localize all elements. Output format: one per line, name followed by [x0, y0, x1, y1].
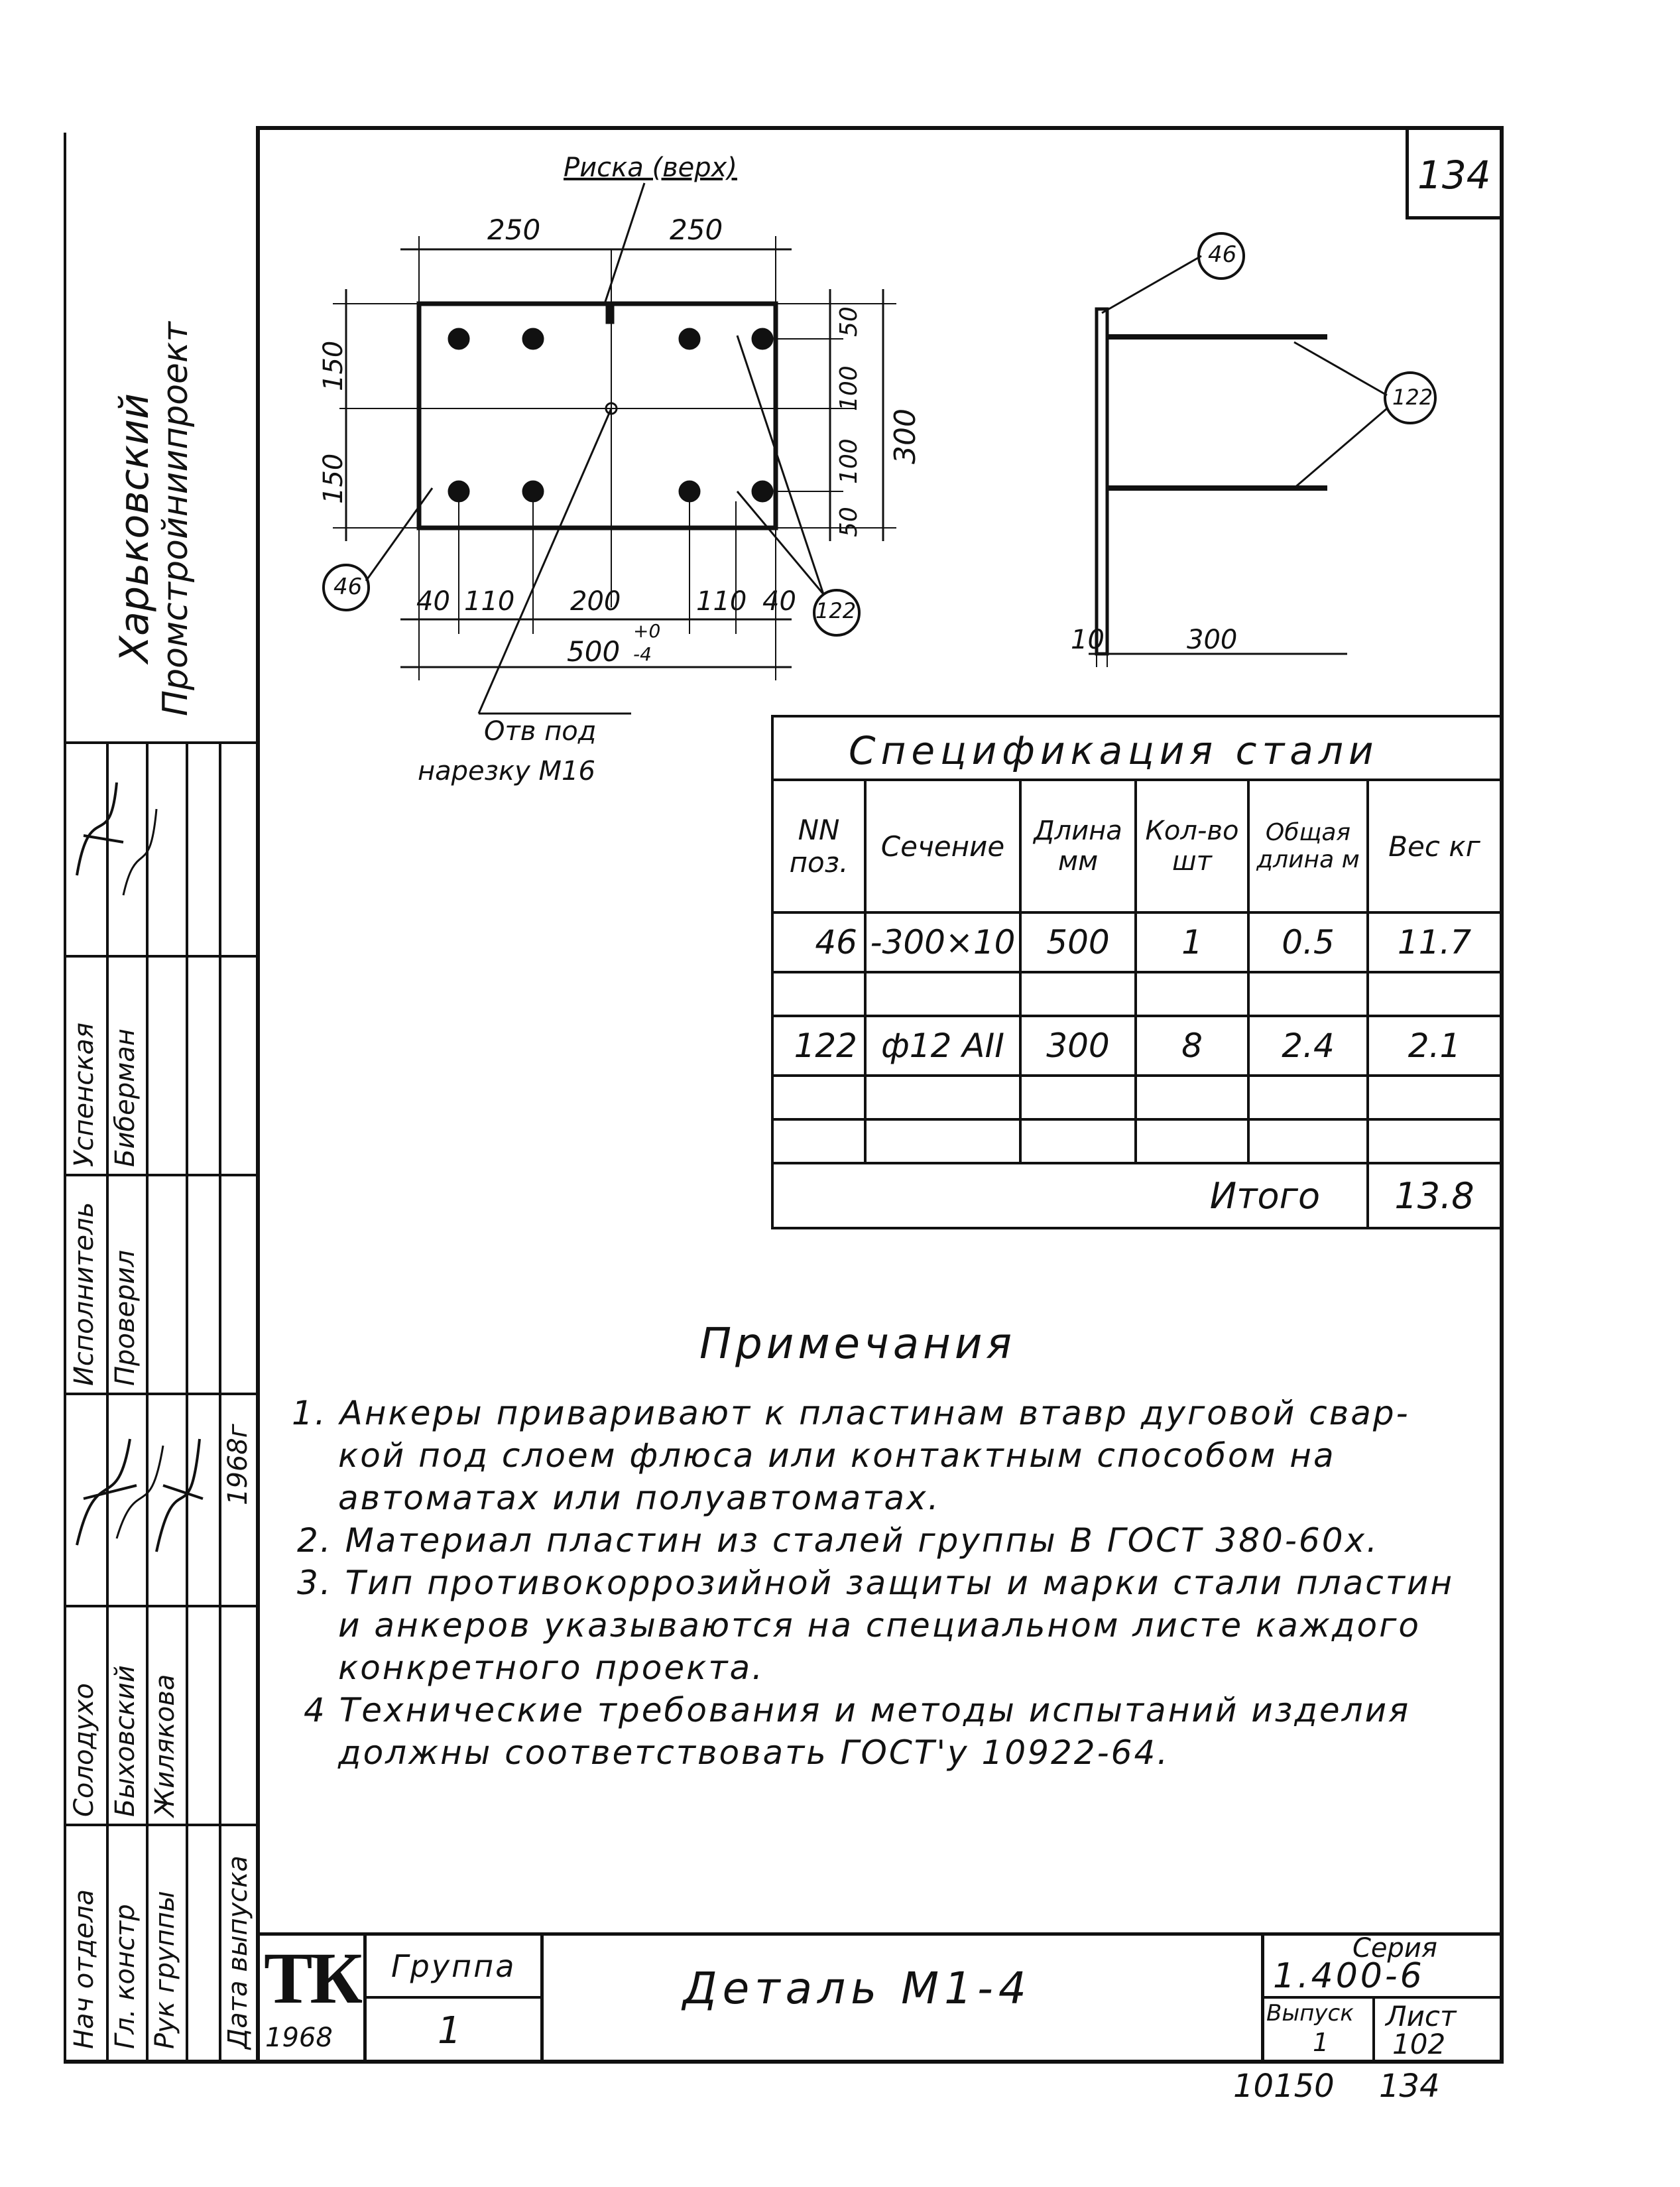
dim-bottom-4: 110 [696, 586, 747, 617]
dim-right-3: 100 [835, 438, 863, 484]
organization-line1: Харьковский [111, 393, 158, 663]
spec-cell: 1 [1136, 912, 1248, 972]
spec-row [772, 912, 1500, 972]
note-line-7: 4 Технические требования и методы испытаний изделия [304, 1691, 1411, 1729]
spec-cell: 300 [1020, 1016, 1136, 1076]
spec-cell: 11.7 [1368, 912, 1500, 972]
hole-label-2: нарезку М16 [418, 756, 595, 786]
organization-line2: Промстройниипроект [156, 322, 196, 716]
issue-value: 1 [1313, 2028, 1329, 2057]
spec-row-empty [772, 1119, 1500, 1163]
dim-bottom-2: 110 [464, 586, 515, 617]
spec-cell: -300×10 [865, 912, 1020, 972]
staff-role-1: Гл. констр [110, 1904, 141, 2049]
group-label: Группа [391, 1948, 516, 1984]
dim-right-total: 300 [888, 408, 922, 464]
risk-label: Риска (верх) [564, 153, 737, 183]
note-line-0: 1. Анкеры приваривают к пластинам втавр дуговой свар- [292, 1394, 1410, 1432]
spec-row-empty [772, 1076, 1500, 1119]
spec-table [771, 779, 1500, 1229]
series-value: 1.400-6 [1273, 1956, 1425, 1996]
sheet-value: 102 [1392, 2028, 1446, 2060]
release-date-label: Дата выпуска [223, 1855, 253, 2049]
spec-row-empty [772, 972, 1500, 1016]
titleblock-v-sheet [1372, 1996, 1375, 2061]
pos-plate-label: 46 [333, 574, 363, 600]
spec-total-value: 13.8 [1368, 1163, 1500, 1228]
tol-minus: -4 [633, 643, 652, 665]
titleblock-top [256, 1932, 1502, 1936]
side-dim-thk: 10 [1071, 625, 1105, 655]
drawing-title: Деталь М1-4 [683, 1963, 1032, 2014]
dim-right-2: 100 [835, 365, 863, 411]
dim-bottom-1: 40 [416, 586, 450, 617]
frame-bottom [64, 2060, 1504, 2064]
dim-right-1: 50 [835, 306, 863, 337]
staff-name-1: Быховский [110, 1665, 141, 1817]
pos-anchor-label: 122 [815, 598, 857, 623]
staff-name-4: Биберман [110, 1029, 141, 1167]
spec-cell: 2.4 [1248, 1016, 1368, 1076]
group-value: 1 [438, 2009, 461, 2052]
spec-header-pos: NN поз. [772, 780, 865, 912]
staff-role-4: Проверил [110, 1249, 141, 1386]
spec-title: Спецификация стали [849, 728, 1379, 773]
spec-cell: 2.1 [1368, 1016, 1500, 1076]
spec-cell: 0.5 [1248, 912, 1368, 972]
spec-cell: ф12 АII [865, 1016, 1020, 1076]
sheet-number-top: 134 [1417, 153, 1491, 198]
note-line-6: конкретного проекта. [338, 1649, 764, 1687]
pos-anchor-side: 122 [1392, 385, 1433, 410]
note-line-5: и анкеров указываются на специальном листе каждого [338, 1606, 1421, 1645]
staff-name-0: Солодухо [69, 1683, 99, 1817]
strip-row-top [64, 741, 257, 744]
titleblock-h-group [363, 1996, 542, 1999]
spec-total-label: Итого [772, 1163, 1368, 1228]
spec-header-qty: Кол-во шт [1136, 780, 1248, 912]
series-label: Серия [1352, 1933, 1437, 1964]
dim-top-right: 250 [670, 214, 723, 246]
staff-name-2: Жилякова [150, 1674, 180, 1817]
note-line-4: 3. Тип противокоррозийной защиты и марки стали пластин [297, 1564, 1455, 1602]
spec-total-row [772, 1163, 1500, 1228]
note-line-2: автоматах или полуавтоматах. [338, 1479, 941, 1517]
side-dim-len: 300 [1187, 625, 1238, 655]
spec-header-length: Длина мм [1020, 780, 1136, 912]
footer-left: 10150 [1233, 2068, 1335, 2105]
footer-right: 134 [1379, 2068, 1440, 2105]
spec-cell: 46 [772, 912, 865, 972]
signatures [64, 756, 223, 1817]
spec-cell: 122 [772, 1016, 865, 1076]
notes-title: Примечания [699, 1320, 1016, 1369]
logo: ТК [264, 1938, 361, 2019]
note-line-3: 2. Материал пластин из сталей группы В ГОСТ 380-60х. [297, 1521, 1380, 1560]
staff-name-3: Успенская [69, 1022, 99, 1167]
note-line-1: кой под слоем флюса или контактным способом на [338, 1436, 1336, 1475]
spec-header-section: Сечение [865, 780, 1020, 912]
tol-plus: +0 [633, 620, 661, 642]
dim-top-left: 250 [487, 214, 541, 246]
note-line-8: должны соответствовать ГОСТ'у 10922-64. [338, 1733, 1170, 1772]
dim-bottom-3: 200 [570, 586, 621, 617]
sheet-label: Лист [1386, 2000, 1457, 2032]
issue-label: Выпуск [1266, 2000, 1354, 2027]
staff-role-0: Нач отдела [69, 1889, 99, 2049]
logo-year: 1968 [265, 2023, 333, 2053]
staff-role-2: Рук группы [150, 1891, 180, 2049]
dim-total: 500 [567, 635, 621, 668]
spec-cell: 8 [1136, 1016, 1248, 1076]
release-year: 1968г [223, 1424, 253, 1505]
spec-row [772, 1016, 1500, 1076]
dim-right-4: 50 [835, 507, 863, 537]
spec-header-total-len: Общая длина м [1248, 780, 1368, 912]
spec-header-weight: Вес кг [1368, 780, 1500, 912]
spec-cell: 500 [1020, 912, 1136, 972]
dim-bottom-5: 40 [762, 586, 796, 617]
hole-label-1: Отв под [484, 716, 597, 747]
strip-row-5 [64, 1824, 257, 1826]
staff-role-3: Исполнитель [69, 1202, 99, 1386]
frame-right [1500, 126, 1504, 2062]
dim-left-top: 150 [318, 340, 349, 391]
titleblock-h-series [1261, 1996, 1501, 1999]
dim-left-bottom: 150 [318, 453, 349, 504]
pos-plate-side: 46 [1208, 241, 1237, 268]
